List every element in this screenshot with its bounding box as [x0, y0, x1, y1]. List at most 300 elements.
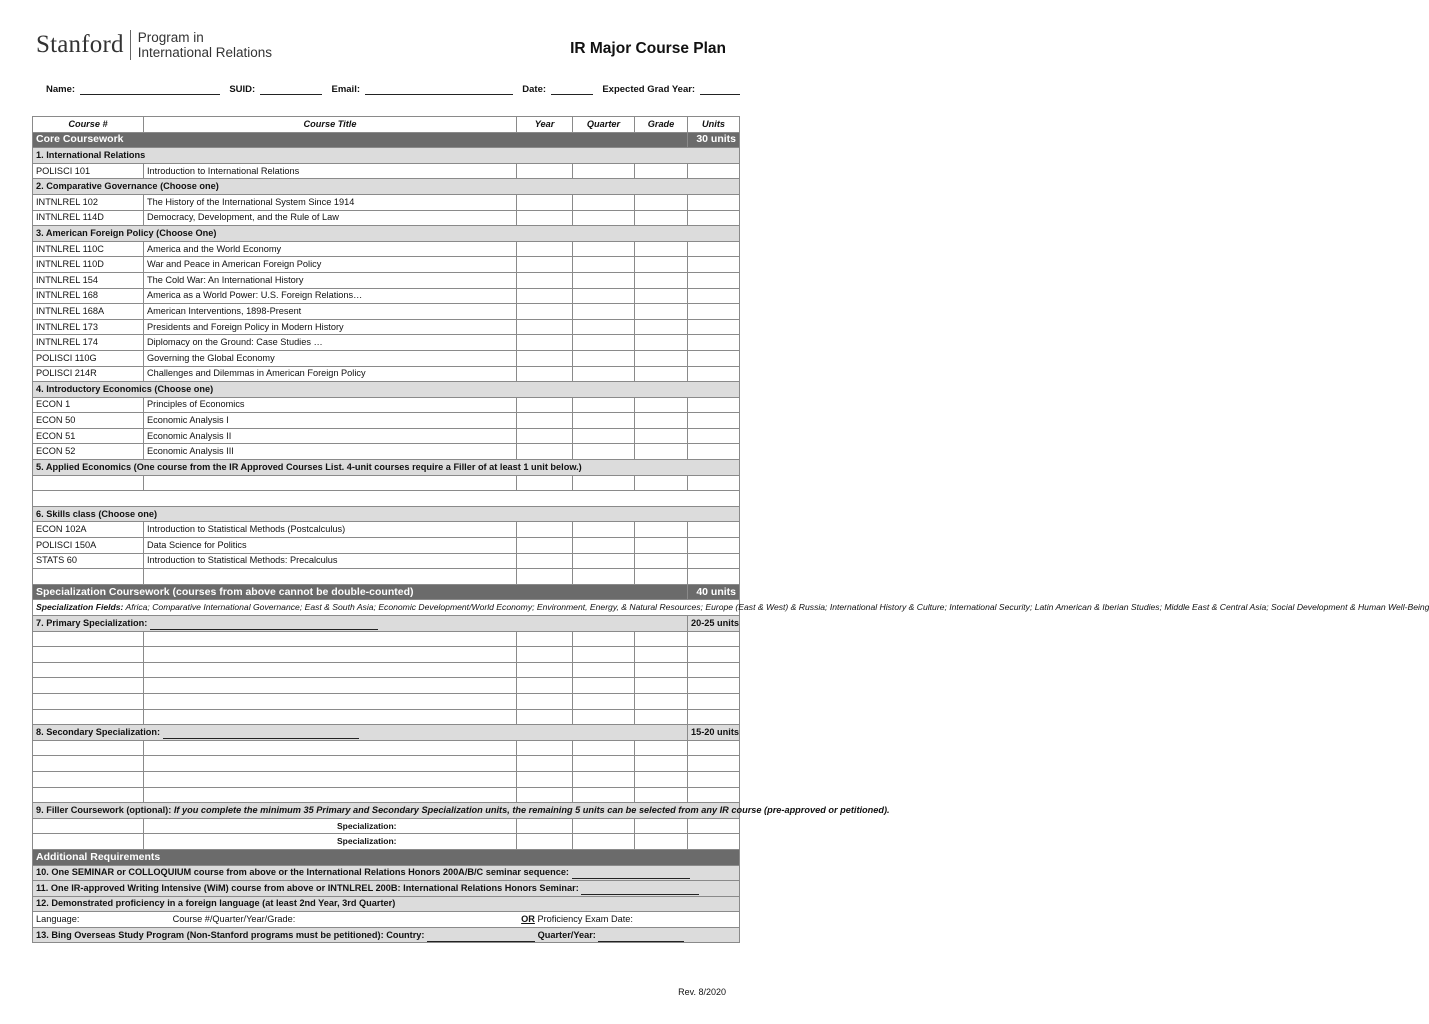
specialization-fields-row [33, 600, 740, 616]
course-row [33, 350, 740, 366]
blank-course-row [33, 709, 740, 725]
course-number[interactable]: INTNLREL 110C [33, 241, 144, 257]
grade-cell[interactable] [635, 428, 688, 444]
year-cell[interactable] [517, 740, 573, 756]
year-cell[interactable] [517, 257, 573, 273]
course-cell[interactable] [33, 569, 144, 585]
units-cell[interactable] [688, 740, 740, 756]
title-cell[interactable] [144, 771, 517, 787]
course-cell[interactable] [33, 631, 144, 647]
title-cell[interactable] [144, 631, 517, 647]
revision-note: Rev. 8/2020 [678, 987, 726, 997]
req-10-text: 10. One SEMINAR or COLLOQUIUM course from above or the International Relations Honors 200A/B/C seminar sequence: [36, 867, 569, 878]
quarter-year-field[interactable] [598, 932, 684, 942]
quarter-cell[interactable] [573, 662, 635, 678]
page-title: IR Major Course Plan [570, 40, 726, 57]
year-cell[interactable] [517, 335, 573, 351]
quarter-cell[interactable] [573, 335, 635, 351]
quarter-cell[interactable] [573, 818, 635, 834]
quarter-cell[interactable] [573, 475, 635, 491]
units-cell[interactable] [688, 834, 740, 850]
fields-text: Africa; Comparative International Governance; East & South Asia; Economic Development/World Economy; Environment, Energy, & Natural Resources; Europe (East & West) & Russia; International History & Culture; International Security; Latin American & Iberian Studies; Middle East & Central Asia; Social Development & Human Well-Being [125, 602, 1429, 613]
group-header [33, 460, 740, 476]
course-number[interactable]: ECON 52 [33, 444, 144, 460]
course-row [33, 413, 740, 429]
blank-course-row [33, 740, 740, 756]
blank-course-row [33, 647, 740, 663]
course-row [33, 194, 740, 210]
course-info-label: Course #/Quarter/Year/Grade: [172, 914, 296, 925]
year-cell[interactable] [517, 647, 573, 663]
primary-units: 20-25 units [688, 616, 740, 632]
col-units: Units [688, 117, 740, 133]
year-cell[interactable] [517, 350, 573, 366]
year-cell[interactable] [517, 194, 573, 210]
course-title[interactable]: Democracy, Development, and the Rule of Law [144, 210, 517, 226]
units-cell[interactable] [688, 194, 740, 210]
units-cell[interactable] [688, 553, 740, 569]
secondary-specialization-header [33, 725, 740, 741]
year-cell[interactable] [517, 428, 573, 444]
course-cell[interactable] [33, 818, 144, 834]
grade-cell[interactable] [635, 834, 688, 850]
year-cell[interactable] [517, 569, 573, 585]
course-cell[interactable] [33, 709, 144, 725]
req-10-row [33, 865, 740, 881]
course-row [33, 272, 740, 288]
grade-cell[interactable] [635, 818, 688, 834]
units-cell[interactable] [688, 631, 740, 647]
group-label: 3. American Foreign Policy (Choose One) [33, 226, 740, 242]
year-cell[interactable] [517, 397, 573, 413]
units-cell[interactable] [688, 413, 740, 429]
course-row [33, 522, 740, 538]
year-cell[interactable] [517, 475, 573, 491]
additional-heading: Additional Requirements [33, 849, 740, 865]
quarter-cell[interactable] [573, 319, 635, 335]
quarter-cell[interactable] [573, 194, 635, 210]
course-plan-table [32, 116, 1429, 943]
filler-spec-label: Specialization: [337, 820, 397, 831]
quarter-cell[interactable] [573, 569, 635, 585]
grade-cell[interactable] [635, 304, 688, 320]
specialization-section-header [33, 584, 740, 600]
course-number[interactable]: ECON 50 [33, 413, 144, 429]
grade-cell[interactable] [635, 771, 688, 787]
units-cell[interactable] [688, 647, 740, 663]
course-number[interactable]: POLISCI 150A [33, 538, 144, 554]
req-11-row [33, 881, 740, 897]
course-title[interactable]: Economic Analysis III [144, 444, 517, 460]
grade-cell[interactable] [635, 210, 688, 226]
primary-specialization-field[interactable] [150, 620, 378, 630]
grade-cell[interactable] [635, 444, 688, 460]
title-cell[interactable] [144, 678, 517, 694]
grade-cell[interactable] [635, 241, 688, 257]
course-cell[interactable] [33, 756, 144, 772]
course-row [33, 553, 740, 569]
title-cell[interactable] [144, 475, 517, 491]
quarter-year-label: Quarter/Year: [537, 929, 596, 940]
req-13-text: 13. Bing Overseas Study Program (Non-Stanford programs must be petitioned): Country: [36, 929, 425, 940]
specialization-fields [33, 600, 1429, 616]
course-number[interactable]: INTNLREL 173 [33, 319, 144, 335]
year-cell[interactable] [517, 272, 573, 288]
units-cell[interactable] [688, 257, 740, 273]
course-title[interactable]: America and the World Economy [144, 241, 517, 257]
quarter-cell[interactable] [573, 538, 635, 554]
date-field[interactable] [551, 85, 593, 95]
grad-year-label: Expected Grad Year: [602, 84, 696, 95]
units-cell[interactable] [688, 538, 740, 554]
course-row [33, 428, 740, 444]
units-cell[interactable] [688, 771, 740, 787]
grade-cell[interactable] [635, 522, 688, 538]
language-row [33, 912, 740, 928]
grade-cell[interactable] [635, 475, 688, 491]
course-cell[interactable] [33, 771, 144, 787]
col-grade: Grade [635, 117, 688, 133]
grade-cell[interactable] [635, 397, 688, 413]
course-number[interactable]: STATS 60 [33, 553, 144, 569]
course-number[interactable]: POLISCI 110G [33, 350, 144, 366]
name-label: Name: [46, 84, 76, 95]
grade-cell[interactable] [635, 756, 688, 772]
grade-cell[interactable] [635, 709, 688, 725]
units-cell[interactable] [688, 709, 740, 725]
course-title[interactable]: Presidents and Foreign Policy in Modern History [144, 319, 517, 335]
grade-cell[interactable] [635, 350, 688, 366]
units-cell[interactable] [688, 366, 740, 382]
quarter-cell[interactable] [573, 350, 635, 366]
course-cell[interactable] [33, 647, 144, 663]
grade-cell[interactable] [635, 740, 688, 756]
course-cell[interactable] [33, 740, 144, 756]
fields-label: Specialization Fields: [36, 602, 124, 613]
group-label: 4. Introductory Economics (Choose one) [33, 382, 740, 398]
quarter-cell[interactable] [573, 787, 635, 803]
course-number[interactable]: INTNLREL 174 [33, 335, 144, 351]
filler-spec-cell[interactable] [144, 834, 517, 850]
group-label: 6. Skills class (Choose one) [33, 506, 740, 522]
quarter-cell[interactable] [573, 631, 635, 647]
course-row [33, 163, 740, 179]
grade-cell[interactable] [635, 413, 688, 429]
primary-specialization-header [33, 616, 740, 632]
course-title[interactable]: Challenges and Dilemmas in American Foreign Policy [144, 366, 517, 382]
year-cell[interactable] [517, 834, 573, 850]
req-11-field[interactable] [581, 885, 699, 895]
title-cell[interactable] [144, 709, 517, 725]
course-number[interactable]: ECON 102A [33, 522, 144, 538]
course-title[interactable]: Principles of Economics [144, 397, 517, 413]
secondary-specialization-label: 8. Secondary Specialization: [36, 726, 161, 737]
year-cell[interactable] [517, 631, 573, 647]
year-cell[interactable] [517, 210, 573, 226]
quarter-cell[interactable] [573, 553, 635, 569]
specialization-heading: Specialization Coursework (courses from above cannot be double-counted) [33, 584, 688, 600]
course-number[interactable]: POLISCI 101 [33, 163, 144, 179]
grade-cell[interactable] [635, 319, 688, 335]
year-cell[interactable] [517, 709, 573, 725]
units-cell[interactable] [688, 428, 740, 444]
group-header [33, 226, 740, 242]
blank-course-row [33, 756, 740, 772]
group-header [33, 148, 740, 164]
units-cell[interactable] [688, 397, 740, 413]
units-cell[interactable] [688, 163, 740, 179]
course-number[interactable]: INTNLREL 168A [33, 304, 144, 320]
year-cell[interactable] [517, 771, 573, 787]
grade-cell[interactable] [635, 257, 688, 273]
year-cell[interactable] [517, 787, 573, 803]
quarter-cell[interactable] [573, 413, 635, 429]
units-cell[interactable] [688, 693, 740, 709]
course-title[interactable]: War and Peace in American Foreign Policy [144, 257, 517, 273]
grade-cell[interactable] [635, 538, 688, 554]
quarter-cell[interactable] [573, 210, 635, 226]
specialization-units: 40 units [688, 584, 740, 600]
title-cell[interactable] [144, 756, 517, 772]
col-quarter: Quarter [573, 117, 635, 133]
title-cell[interactable] [144, 693, 517, 709]
quarter-cell[interactable] [573, 241, 635, 257]
grade-cell[interactable] [635, 678, 688, 694]
year-cell[interactable] [517, 163, 573, 179]
units-cell[interactable] [688, 335, 740, 351]
date-label: Date: [522, 84, 547, 95]
course-number[interactable]: INTNLREL 102 [33, 194, 144, 210]
group-label: 2. Comparative Governance (Choose one) [33, 179, 740, 195]
units-cell[interactable] [688, 210, 740, 226]
blank-course-row [33, 787, 740, 803]
year-cell[interactable] [517, 756, 573, 772]
course-cell[interactable] [33, 678, 144, 694]
course-title[interactable]: American Interventions, 1898-Present [144, 304, 517, 320]
units-cell[interactable] [688, 569, 740, 585]
year-cell[interactable] [517, 444, 573, 460]
units-cell[interactable] [688, 444, 740, 460]
quarter-cell[interactable] [573, 428, 635, 444]
year-cell[interactable] [517, 304, 573, 320]
course-title[interactable]: Economic Analysis I [144, 413, 517, 429]
language-label: Language: [36, 914, 80, 925]
grade-cell[interactable] [635, 288, 688, 304]
secondary-specialization-field[interactable] [163, 729, 359, 739]
grade-cell[interactable] [635, 631, 688, 647]
course-title[interactable]: Data Science for Politics [144, 538, 517, 554]
primary-specialization-label: 7. Primary Specialization: [36, 617, 148, 628]
quarter-cell[interactable] [573, 756, 635, 772]
units-cell[interactable] [688, 272, 740, 288]
column-header-row [33, 117, 740, 133]
title-cell[interactable] [144, 569, 517, 585]
filler-text: If you complete the minimum 35 Primary and Secondary Specialization units, the remaining 5 units can be selected from any IR course (pre-approved or petitioned). [173, 804, 890, 815]
course-title[interactable]: Introduction to International Relations [144, 163, 517, 179]
group-label: 5. Applied Economics (One course from the IR Approved Courses List. 4-unit courses require a Filler of at least 1 unit below.) [33, 460, 740, 476]
req-11-text: 11. One IR-approved Writing Intensive (WiM) course from above or INTNLREL 200B: International Relations Honors Seminar: [36, 882, 579, 893]
course-row [33, 257, 740, 273]
units-cell[interactable] [688, 678, 740, 694]
units-cell[interactable] [688, 304, 740, 320]
course-row [33, 366, 740, 382]
course-row [33, 241, 740, 257]
year-cell[interactable] [517, 693, 573, 709]
grade-cell[interactable] [635, 662, 688, 678]
year-cell[interactable] [517, 288, 573, 304]
course-title[interactable]: The Cold War: An International History [144, 272, 517, 288]
grade-cell[interactable] [635, 366, 688, 382]
group-label: 1. International Relations [33, 148, 740, 164]
course-row [33, 304, 740, 320]
course-title[interactable]: America as a World Power: U.S. Foreign Relations… [144, 288, 517, 304]
year-cell[interactable] [517, 413, 573, 429]
quarter-cell[interactable] [573, 304, 635, 320]
course-cell[interactable] [33, 787, 144, 803]
year-cell[interactable] [517, 553, 573, 569]
grade-cell[interactable] [635, 335, 688, 351]
group-header [33, 382, 740, 398]
units-cell[interactable] [688, 241, 740, 257]
logo-program [138, 30, 272, 60]
blank-course-row [33, 475, 740, 491]
course-row [33, 397, 740, 413]
units-cell[interactable] [688, 756, 740, 772]
course-row [33, 335, 740, 351]
units-cell[interactable] [688, 475, 740, 491]
additional-section-header [33, 849, 740, 865]
email-field[interactable] [365, 85, 513, 95]
quarter-cell[interactable] [573, 834, 635, 850]
year-cell[interactable] [517, 678, 573, 694]
req-12-text: 12. Demonstrated proficiency in a foreign language (at least 2nd Year, 3rd Quarter) [33, 896, 740, 912]
quarter-cell[interactable] [573, 272, 635, 288]
quarter-cell[interactable] [573, 678, 635, 694]
grade-cell[interactable] [635, 163, 688, 179]
logo-wordmark: Stanford [36, 31, 124, 58]
name-field[interactable] [80, 85, 220, 95]
proficiency-label: Proficiency Exam Date: [537, 914, 633, 925]
quarter-cell[interactable] [573, 397, 635, 413]
quarter-cell[interactable] [573, 693, 635, 709]
course-title[interactable]: Introduction to Statistical Methods (Postcalculus) [144, 522, 517, 538]
filler-label: 9. Filler Coursework (optional): [36, 804, 172, 815]
country-field[interactable] [427, 932, 535, 942]
secondary-units: 15-20 units [688, 725, 740, 741]
course-number[interactable]: POLISCI 214R [33, 366, 144, 382]
quarter-cell[interactable] [573, 257, 635, 273]
units-cell[interactable] [688, 350, 740, 366]
year-cell[interactable] [517, 818, 573, 834]
quarter-cell[interactable] [573, 647, 635, 663]
grade-cell[interactable] [635, 693, 688, 709]
col-course: Course # [33, 117, 144, 133]
year-cell[interactable] [517, 241, 573, 257]
units-cell[interactable] [688, 787, 740, 803]
quarter-cell[interactable] [573, 163, 635, 179]
filler-header [33, 803, 740, 819]
course-row [33, 538, 740, 554]
course-number[interactable]: INTNLREL 110D [33, 257, 144, 273]
course-number[interactable]: INTNLREL 114D [33, 210, 144, 226]
quarter-cell[interactable] [573, 709, 635, 725]
core-units: 30 units [688, 132, 740, 148]
title-cell[interactable] [144, 647, 517, 663]
course-row [33, 444, 740, 460]
units-cell[interactable] [688, 818, 740, 834]
quarter-cell[interactable] [573, 771, 635, 787]
course-number[interactable]: INTNLREL 154 [33, 272, 144, 288]
grade-cell[interactable] [635, 272, 688, 288]
course-number[interactable]: ECON 1 [33, 397, 144, 413]
grade-cell[interactable] [635, 194, 688, 210]
course-row [33, 288, 740, 304]
year-cell[interactable] [517, 538, 573, 554]
grad-year-field[interactable] [700, 85, 740, 95]
course-row [33, 210, 740, 226]
title-cell[interactable] [144, 740, 517, 756]
quarter-cell[interactable] [573, 444, 635, 460]
req-12-row [33, 896, 740, 912]
units-cell[interactable] [688, 522, 740, 538]
course-cell[interactable] [33, 475, 144, 491]
units-cell[interactable] [688, 662, 740, 678]
units-cell[interactable] [688, 288, 740, 304]
course-number[interactable]: ECON 51 [33, 428, 144, 444]
blank-course-row [33, 662, 740, 678]
course-cell[interactable] [33, 693, 144, 709]
title-cell[interactable] [144, 662, 517, 678]
blank-course-row [33, 569, 740, 585]
suid-label: SUID: [229, 84, 256, 95]
year-cell[interactable] [517, 662, 573, 678]
title-cell[interactable] [144, 787, 517, 803]
req-10-field[interactable] [572, 869, 690, 879]
stanford-logo [36, 30, 272, 60]
year-cell[interactable] [517, 366, 573, 382]
suid-field[interactable] [260, 85, 322, 95]
core-heading: Core Coursework [33, 132, 688, 148]
units-cell[interactable] [688, 319, 740, 335]
blank-course-row [33, 678, 740, 694]
year-cell[interactable] [517, 522, 573, 538]
filler-spec-label: Specialization: [337, 836, 397, 847]
course-title[interactable]: The History of the International System Since 1914 [144, 194, 517, 210]
course-number[interactable]: INTNLREL 168 [33, 288, 144, 304]
course-title[interactable]: Introduction to Statistical Methods: Precalculus [144, 553, 517, 569]
filler-row [33, 834, 740, 850]
grade-cell[interactable] [635, 647, 688, 663]
quarter-cell[interactable] [573, 740, 635, 756]
quarter-cell[interactable] [573, 522, 635, 538]
course-cell[interactable] [33, 834, 144, 850]
filler-spec-cell[interactable] [144, 818, 517, 834]
logo-divider [130, 30, 131, 60]
blank-course-row [33, 631, 740, 647]
group-header [33, 179, 740, 195]
grade-cell[interactable] [635, 553, 688, 569]
grade-cell[interactable] [635, 787, 688, 803]
course-title[interactable]: Economic Analysis II [144, 428, 517, 444]
course-title[interactable]: Diplomacy on the Ground: Case Studies … [144, 335, 517, 351]
course-title[interactable]: Governing the Global Economy [144, 350, 517, 366]
year-cell[interactable] [517, 319, 573, 335]
quarter-cell[interactable] [573, 366, 635, 382]
grade-cell[interactable] [635, 569, 688, 585]
quarter-cell[interactable] [573, 288, 635, 304]
course-cell[interactable] [33, 662, 144, 678]
group-header-spacer [33, 491, 740, 507]
